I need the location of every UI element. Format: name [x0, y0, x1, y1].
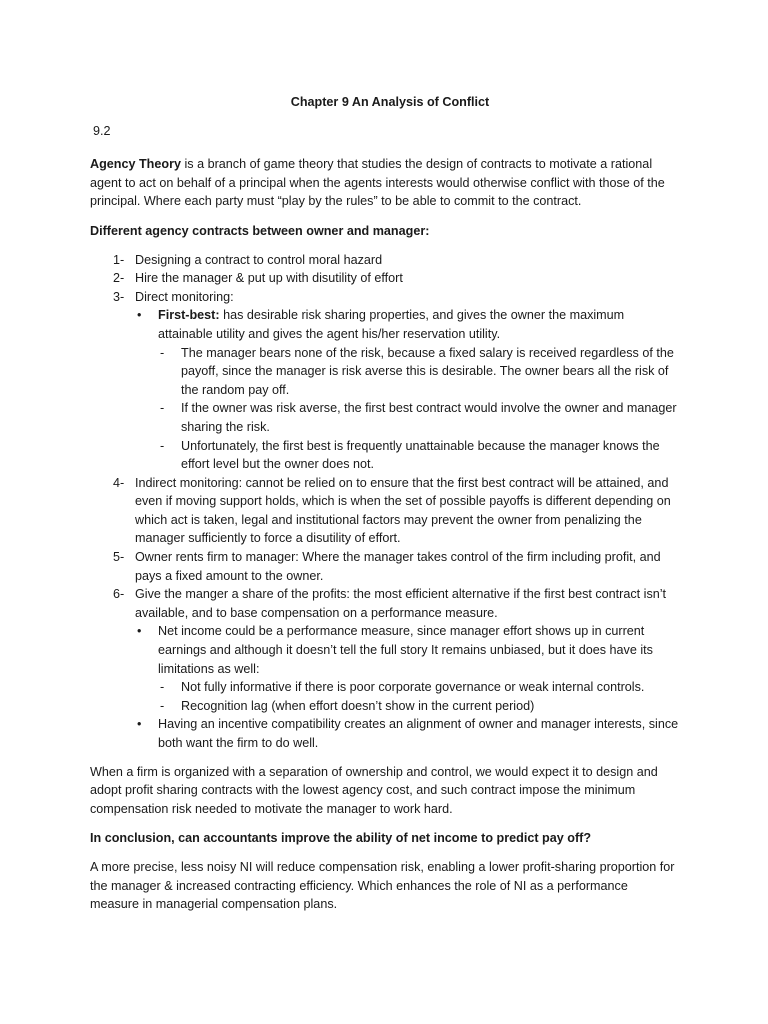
conclusion-heading: In conclusion, can accountants improve the ability of net income to predict pay off? [90, 831, 592, 846]
separation-paragraph: When a firm is organized with a separation of ownership and control, we would expect it to design and adopt profit sharing contracts with the lowest agency cost, and such contract impose the minimum compensation risk needed to motivate the manager to work hard. [90, 764, 658, 816]
bullet-icon: • [137, 717, 142, 732]
bullet-icon: • [137, 624, 142, 639]
dash-icon: - [160, 698, 165, 713]
dash-item [158, 344, 680, 400]
dash-item [158, 697, 680, 716]
list-item-text: Give the manger a share of the profits: the most efficient alternative if the first best contract isn’t available, and to base compensation on a performance measure. [135, 587, 667, 620]
dash-text: Recognition lag (when effort doesn’t show in the current period) [181, 698, 535, 713]
chapter-title: Chapter 9 An Analysis of Conflict [290, 95, 490, 109]
list-item-number: 4- [113, 475, 125, 490]
list-item [90, 269, 680, 288]
dash-icon: - [160, 438, 165, 453]
dash-text: The manager bears none of the risk, because a fixed salary is received regardless of the payoff, since the manager is risk averse this is desirable. The owner bears all the risk of the random pay off. [181, 345, 674, 397]
dash-text: Not fully informative if there is poor corporate governance or weak internal controls. [181, 680, 645, 695]
dash-icon: - [160, 401, 165, 416]
list-item-text: Indirect monitoring: cannot be relied on to ensure that the first best contract will be attained, and even if moving support holds, which is when the set of possible payoffs is different depending on which act is taken, legal and institutional factors may prevent the owner from penalizing the manager sufficiently to force a disutility of effort. [135, 475, 671, 546]
bullet-icon: • [137, 308, 142, 323]
list-item-text: Hire the manager & put up with disutility of effort [135, 271, 403, 286]
contracts-heading: Different agency contracts between owner and manager: [90, 223, 430, 238]
dash-item [158, 437, 680, 474]
incentive-bullet [135, 715, 680, 752]
first-best-bullet [135, 306, 680, 343]
list-item [90, 288, 680, 307]
dash-item [158, 678, 680, 697]
list-item-number: 1- [113, 252, 125, 267]
list-item-number: 2- [113, 271, 125, 286]
dash-item [158, 399, 680, 436]
dash-icon: - [160, 345, 165, 360]
list-item-text: Owner rents firm to manager: Where the manager takes control of the firm including profit, and pays a fixed amount to the owner. [135, 550, 661, 583]
dash-icon: - [160, 680, 165, 695]
list-item [90, 548, 680, 585]
document-page [90, 93, 680, 925]
conclusion-paragraph: A more precise, less noisy NI will reduce compensation risk, enabling a lower profit-sharing proportion for the manager & increased contracting efficiency. Which enhances the role of NI as a performance measure in managerial compensation plans. [90, 859, 675, 912]
dash-text: If the owner was risk averse, the first best contract would involve the owner and manager sharing the risk. [181, 401, 677, 434]
first-best-term: First-best: [158, 308, 220, 323]
list-item-text: Designing a contract to control moral hazard [135, 252, 383, 267]
net-income-bullet [135, 622, 680, 678]
bullet-text: First-best: has desirable risk sharing properties, and gives the owner the maximum attainable utility and gives the agent his/her reservation utility. [158, 308, 625, 341]
list-item [90, 474, 680, 548]
intro-text: is a branch of game theory that studies the design of contracts to motivate a rational agent to act on behalf of a principal when the agents interests would otherwise conflict with those of the principal. Where each party must “play by the rules” to be able to commit to the contract. [90, 157, 665, 209]
list-item [90, 251, 680, 270]
intro-paragraph [90, 155, 680, 211]
agency-theory-term: Agency Theory [90, 157, 181, 172]
list-item [90, 585, 680, 622]
list-item-number: 6- [113, 587, 125, 602]
list-item-text: Direct monitoring: [135, 289, 234, 304]
section-number: 9.2 [93, 123, 111, 138]
dash-text: Unfortunately, the first best is frequently unattainable because the manager knows the effort level but the owner does not. [181, 438, 660, 472]
bullet-text: Net income could be a performance measure, since manager effort shows up in current earnings and although it doesn’t tell the full story It remains unbiased, but it does have its limitations as well: [158, 624, 653, 676]
list-item-number: 5- [113, 550, 125, 565]
list-item-number: 3- [113, 289, 125, 304]
bullet-text: Having an incentive compatibility creates an alignment of owner and manager interests, since both want the firm to do well. [158, 717, 679, 750]
contracts-list [90, 251, 680, 753]
